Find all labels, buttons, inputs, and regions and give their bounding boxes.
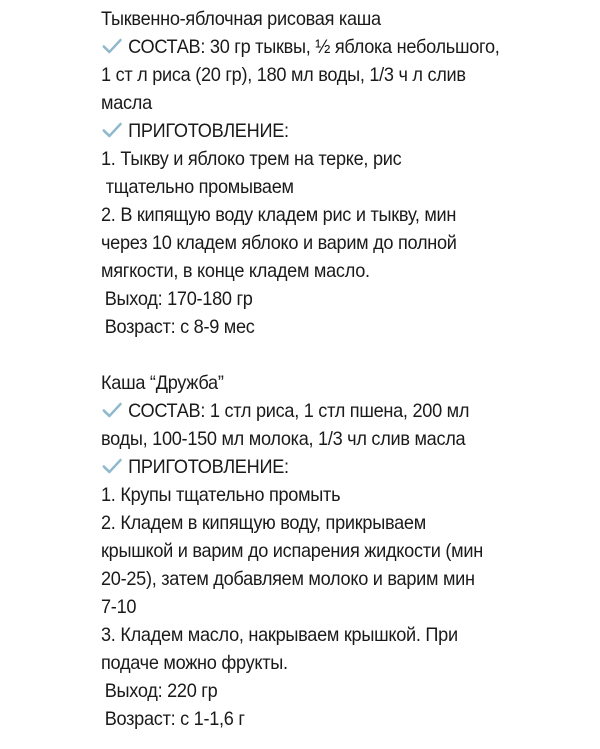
composition-text: 30 гр тыквы, ½ яблока небольшого, [209,36,500,58]
step-line: мягкости, в конце кладем масло. [101,260,370,282]
step-line: 1. Тыкву и яблоко трем на терке, рис [101,148,402,170]
step-line: 20-25), затем добавляем молоко и варим мин [101,568,475,590]
step-line: тщательно промываем [101,176,294,198]
recipe-document [101,5,529,733]
step-line: крышкой и варим до испарения жидкости (мин [101,540,483,562]
step-line: 2. В кипящую воду кладем рис и тыкву, мин [101,204,457,226]
preparation-label: ПРИГОТОВЛЕНИЕ: [128,456,289,478]
check-mark-icon [101,457,123,475]
check-mark-icon [101,121,123,139]
recipe-title: Каша “Дружба” [101,372,224,394]
step-line: 7-10 [101,596,137,618]
preparation-heading [101,453,529,481]
age-text: Возраст: с 1-1,6 г [104,708,245,730]
step-line: 2. Кладем в кипящую воду, прикрываем [101,512,426,534]
age-text: Возраст: с 8-9 мес [104,316,255,338]
preparation-heading [101,117,529,145]
recipe-druzhba [101,369,529,733]
composition-line [101,33,529,61]
recipe-title: Тыквенно-яблочная рисовая каша [101,8,381,30]
composition-text: воды, 100-150 мл молока, 1/3 чл слив масла [101,428,466,450]
composition-label: СОСТАВ: [128,400,206,422]
yield-text: Выход: 220 гр [104,680,218,702]
recipe-pumpkin-apple [101,5,529,341]
composition-text: масла [101,92,152,114]
step-line: 3. Кладем масло, накрываем крышкой. При [101,624,458,646]
check-mark-icon [101,401,123,419]
yield-text: Выход: 170-180 гр [104,288,253,310]
composition-text: 1 стл риса, 1 стл пшена, 200 мл [209,400,470,422]
composition-label: СОСТАВ: [128,36,206,58]
composition-line [101,397,529,425]
check-mark-icon [101,37,123,55]
composition-text: 1 ст л риса (20 гр), 180 мл воды, 1/3 ч л слив [101,64,466,86]
preparation-label: ПРИГОТОВЛЕНИЕ: [128,120,289,142]
step-line: подаче можно фрукты. [101,652,288,674]
step-line: через 10 кладем яблоко и варим до полной [101,232,457,254]
step-line: 1. Крупы тщательно промыть [101,484,341,506]
